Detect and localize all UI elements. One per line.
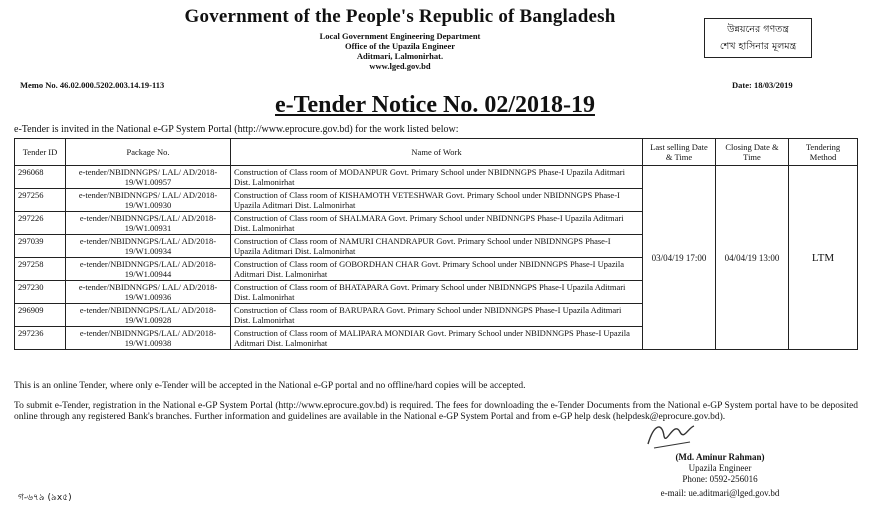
signatory-name: [620, 452, 820, 463]
work-cell: Construction of Class room of BARUPARA Govt. Primary School under NBIDNNGPS Phase-I Upazila Aditmari Dist. Lalmonirhat: [231, 304, 643, 327]
method-cell: LTM: [789, 166, 858, 350]
table-row: [15, 166, 858, 189]
signatory-phone: Phone: 0592-256016: [682, 474, 758, 484]
tender-id-cell: 297226: [15, 212, 66, 235]
tender-id-cell: 296068: [15, 166, 66, 189]
stamp-line-2: শেখ হাসিনার মূলমন্ত্র: [719, 41, 797, 52]
registration-note: To submit e-Tender, registration in the National e-GP System Portal (http://www.eprocure.gov.bd) is required. The fees for downloading the e-Tender Documents from the National e-GP System portal have to be deposited online through any registered Bank's branches. Further information and guidelines are available in the National e-GP System Portal and from e-GP help desk (helpdesk@eprocure.gov.bd).: [14, 401, 858, 422]
package-cell: e-tender/NBIDNNGPS/LAL/ AD/2018-19/W1.00934: [66, 235, 231, 258]
package-cell: e-tender/NBIDNNGPS/ LAL/ AD/2018-19/W1.00930: [66, 189, 231, 212]
signature-mark: [640, 414, 700, 454]
signatory-title: Upazila Engineer: [688, 463, 752, 473]
package-cell: e-tender/NBIDNNGPS/LAL/ AD/2018-19/W1.00928: [66, 304, 231, 327]
package-cell: e-tender/NBIDNNGPS/LAL/ AD/2018-19/W1.00944: [66, 258, 231, 281]
work-cell: Construction of Class room of NAMURI CHANDRAPUR Govt. Primary School under NBIDNNGPS Phase-I Upazila Aditmari Dist. Lalmonirhat: [231, 235, 643, 258]
website-line: www.lged.gov.bd: [369, 61, 431, 71]
package-cell: e-tender/NBIDNNGPS/ LAL/ AD/2018-19/W1.00936: [66, 281, 231, 304]
department-line: Local Government Engineering Department: [319, 31, 481, 41]
header-package-no: Package No.: [66, 139, 231, 166]
last-selling-cell: 03/04/19 17:00: [643, 166, 716, 350]
signatory-name-text: (Md. Aminur Rahman): [675, 452, 765, 462]
signatory-email: e-mail: ue.aditmari@lged.gov.bd: [660, 488, 780, 498]
stamp-line-1: উন্নয়নের গণতন্ত্র: [727, 24, 789, 35]
online-tender-note: This is an online Tender, where only e-Tender will be accepted in the National e-GP portal and no offline/hard copies will be accepted.: [14, 381, 526, 391]
work-cell: Construction of Class room of BHATAPARA Govt. Primary School under NBIDNNGPS Phase-I Upazila Aditmari Dist. Lalmonirhat: [231, 281, 643, 304]
office-line: Office of the Upazila Engineer: [344, 41, 455, 51]
government-title: Government of the People's Republic of Bangladesh: [184, 6, 616, 27]
header-last-selling: Last selling Date & Time: [643, 139, 716, 166]
header-closing: Closing Date & Time: [716, 139, 789, 166]
work-cell: Construction of Class room of MODANPUR Govt. Primary School under NBIDNNGPS Phase-I Upazila Aditmari Dist. Lalmonirhat: [231, 166, 643, 189]
tender-id-cell: 297230: [15, 281, 66, 304]
tender-id-cell: 297258: [15, 258, 66, 281]
intro-text: e-Tender is invited in the National e-GP System Portal (http://www.eprocure.gov.bd) for the work listed below:: [14, 124, 459, 135]
tender-table: [14, 138, 858, 350]
work-cell: Construction of Class room of SHALMARA Govt. Primary School under NBIDNNGPS Phase-I Upazila Aditmari Dist. Lalmonirhat: [231, 212, 643, 235]
work-cell: Construction of Class room of KISHAMOTH VETESHWAR Govt. Primary School under NBIDNNGPS Phase-I Upazila Aditmari Dist. Lalmonirhat: [231, 189, 643, 212]
header-method: Tendering Method: [789, 139, 858, 166]
package-cell: e-tender/NBIDNNGPS/LAL/ AD/2018-19/W1.00938: [66, 327, 231, 350]
footer-code: গ-৬৭৯ (৯x৫): [18, 493, 72, 503]
header-name-of-work: Name of Work: [231, 139, 643, 166]
notice-date: Date: 18/03/2019: [732, 80, 793, 90]
package-cell: e-tender/NBIDNNGPS/LAL/ AD/2018-19/W1.00931: [66, 212, 231, 235]
closing-cell: 04/04/19 13:00: [716, 166, 789, 350]
tender-id-cell: 296909: [15, 304, 66, 327]
address-line: Aditmari, Lalmonirhat.: [356, 51, 444, 61]
work-cell: Construction of Class room of GOBORDHAN CHAR Govt. Primary School under NBIDNNGPS Phase-I Upazila Aditmari Dist. Lalmonirhat: [231, 258, 643, 281]
memo-number: Memo No. 46.02.000.5202.003.14.19-113: [20, 80, 165, 90]
tender-id-cell: 297236: [15, 327, 66, 350]
notice-title: e-Tender Notice No. 02/2018-19: [275, 92, 595, 118]
package-cell: e-tender/NBIDNNGPS/ LAL/ AD/2018-19/W1.00957: [66, 166, 231, 189]
slogan-stamp: [704, 18, 812, 58]
header-tender-id: Tender ID: [15, 139, 66, 166]
table-header-row: [15, 139, 858, 166]
tender-id-cell: 297039: [15, 235, 66, 258]
work-cell: Construction of Class room of MALIPARA MONDIAR Govt. Primary School under NBIDNNGPS Phase-I Upazila Aditmari Dist. Lalmonirhat: [231, 327, 643, 350]
tender-id-cell: 297256: [15, 189, 66, 212]
